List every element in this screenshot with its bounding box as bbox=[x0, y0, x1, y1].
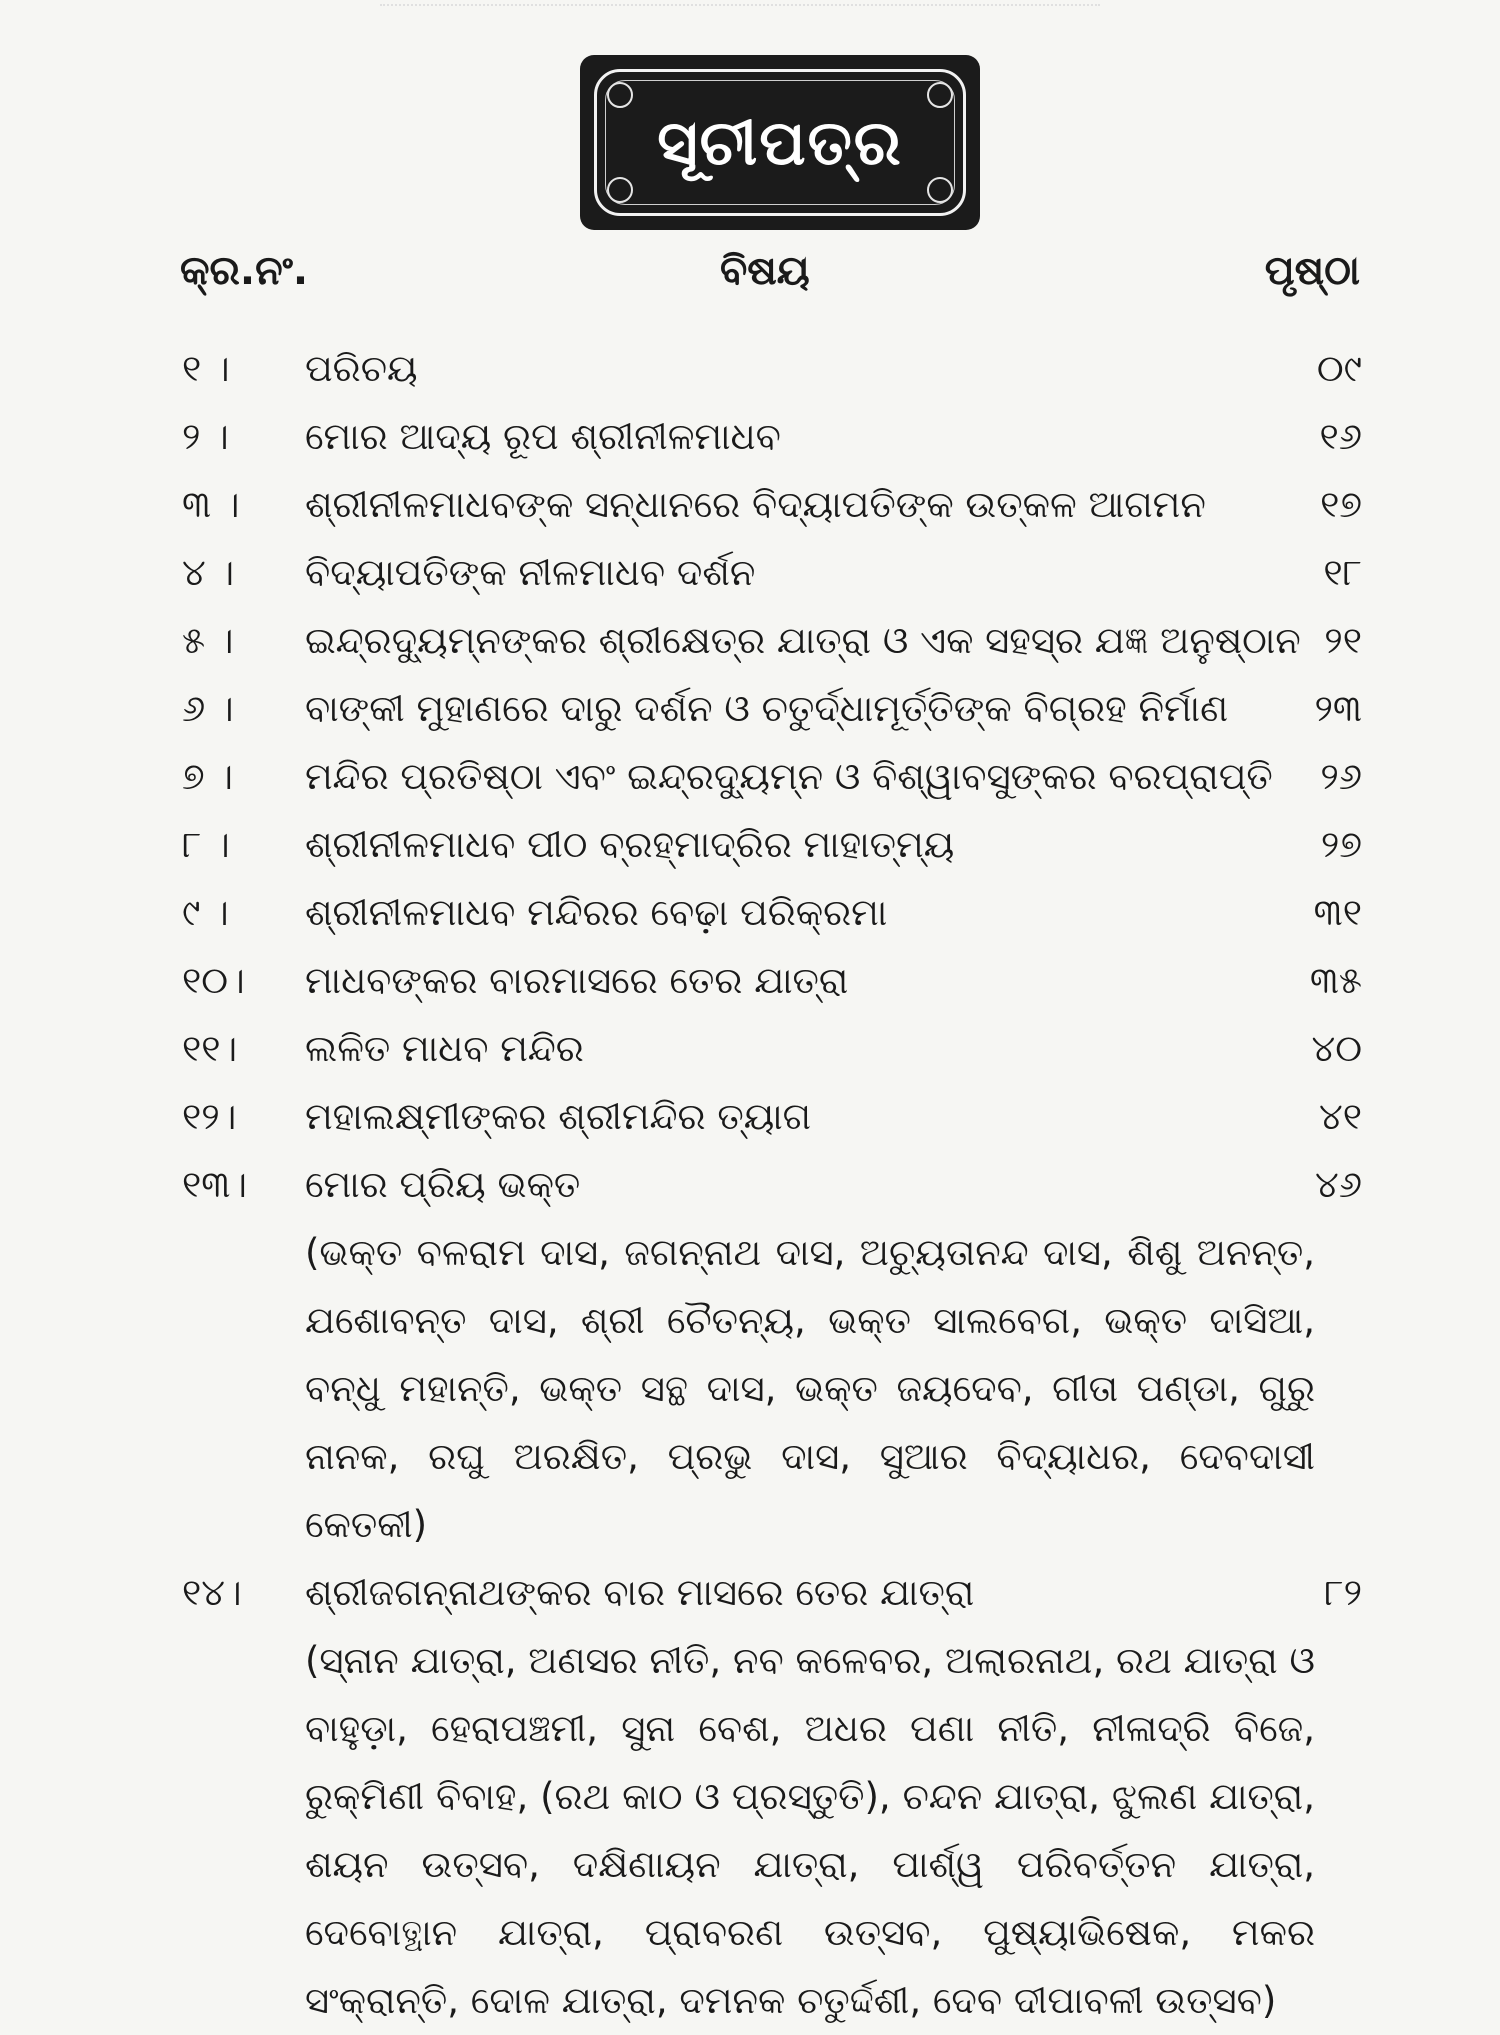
toc-serial: ୩ । bbox=[182, 483, 240, 526]
toc-title: ମାଧବଙ୍କର ବାରମାସରେ ତେର ଯାତ୍ରା bbox=[305, 959, 849, 1002]
toc-subtopics: (ଭକ୍ତ ବଳରାମ ଦାସ, ଜଗନ୍ନାଥ ଦାସ, ଅଚ୍ୟୁତାନନ୍ଦ ଦାସ, ଶିଶୁ ଅନନ୍ତ, ଯଶୋବନ୍ତ ଦାସ, ଶ୍ରୀ ଚୈତନ୍ୟ, ଭକ୍ତ ସାଲବେଗ, ଭକ୍ତ ଦାସିଆ, ବନ୍ଧୁ ମହାନ୍ତି, ଭକ୍ତ ସନ୍ଥ ଦାସ, ଭକ୍ତ ଜୟଦେବ, ଗୀତା ପଣ୍ଡା, ଗୁରୁ ନାନକ, ରଘୁ ଅରକ୍ଷିତ, ପ୍ରଭୁ ଦାସ, ସୁଆର ବିଦ୍ୟାଧର, ଦେବଦାସୀ କେତକୀ) bbox=[305, 1231, 1315, 1546]
toc-title: ଲଳିତ ମାଧବ ମନ୍ଦିର bbox=[305, 1027, 584, 1070]
toc-page-number: ୪୦ bbox=[1311, 1027, 1362, 1070]
toc-row bbox=[0, 947, 1500, 1015]
toc-page-number: ୮୨ bbox=[1324, 1571, 1362, 1614]
toc-page-number: ୩୧ bbox=[1313, 891, 1362, 934]
toc-serial: ୬ । bbox=[182, 687, 234, 730]
toc-title: ଶ୍ରୀନୀଳମାଧବଙ୍କ ସନ୍ଧାନରେ ବିଦ୍ୟାପତିଙ୍କ ଉତ୍କଳ ଆଗମନ bbox=[305, 483, 1206, 526]
ornament-icon bbox=[607, 177, 633, 203]
toc-page-number: ୨୧ bbox=[1324, 619, 1362, 662]
toc-row bbox=[0, 1083, 1500, 1151]
toc-page-number: ୪୬ bbox=[1315, 1163, 1362, 1206]
ornament-icon bbox=[927, 177, 953, 203]
toc-title: ଶ୍ରୀଜଗନ୍ନାଥଙ୍କର ବାର ମାସରେ ତେର ଯାତ୍ରା bbox=[305, 1571, 975, 1614]
toc-row bbox=[0, 403, 1500, 471]
toc-serial: ୨ । bbox=[182, 415, 229, 458]
toc-row bbox=[0, 1151, 1500, 1219]
toc-title: ମୋର ଆଦ୍ୟ ରୂପ ଶ୍ରୀନୀଳମାଧବ bbox=[305, 415, 781, 458]
toc-title: ବିଦ୍ୟାପତିଙ୍କ ନୀଳମାଧବ ଦର୍ଶନ bbox=[305, 551, 756, 594]
toc-row bbox=[0, 1559, 1500, 1627]
toc-serial: ୯ । bbox=[182, 891, 229, 934]
toc-serial: ୮ । bbox=[182, 823, 230, 866]
toc-page-number: ୧୭ bbox=[1320, 483, 1362, 526]
toc-serial: ୭ । bbox=[182, 755, 234, 798]
toc-page-number: ୧୮ bbox=[1323, 551, 1362, 594]
toc-serial: ୧୩। bbox=[182, 1163, 248, 1206]
toc-serial: ୧୧। bbox=[182, 1027, 238, 1070]
top-edge-mark bbox=[380, 4, 1100, 16]
toc-page-number: ୪୧ bbox=[1319, 1095, 1362, 1138]
serial-header: କ୍ର.ନଂ. bbox=[180, 248, 309, 294]
toc-serial: ୧ । bbox=[182, 347, 230, 390]
toc-title: ବାଙ୍କୀ ମୁହାଣରେ ଦାରୁ ଦର୍ଶନ ଓ ଚତୁର୍ଦ୍ଧାମୂର୍ତ୍ତିଙ୍କ ବିଗ୍ରହ ନିର୍ମାଣ bbox=[305, 687, 1229, 730]
subject-header: ବିଷୟ bbox=[720, 248, 810, 294]
toc-row bbox=[0, 539, 1500, 607]
toc-header bbox=[0, 248, 1500, 318]
toc-title: ପରିଚୟ bbox=[305, 347, 418, 390]
ornament-icon bbox=[607, 82, 633, 108]
toc-title: ମନ୍ଦିର ପ୍ରତିଷ୍ଠା ଏବଂ ଇନ୍ଦ୍ରଦ୍ୟୁମ୍ନ ଓ ବିଶ୍ୱାବସୁଙ୍କର ବରପ୍ରାପ୍ତି bbox=[305, 755, 1273, 798]
toc-page-number: ୩୫ bbox=[1309, 959, 1362, 1002]
toc-title: ମୋର ପ୍ରିୟ ଭକ୍ତ bbox=[305, 1163, 581, 1206]
toc-serial: ୧୦। bbox=[182, 959, 245, 1002]
toc-row bbox=[0, 335, 1500, 403]
toc-title: ଶ୍ରୀନୀଳମାଧବ ପୀଠ ବ୍ରହ୍ମାଦ୍ରିର ମାହାତ୍ମ୍ୟ bbox=[305, 823, 955, 866]
toc-row bbox=[0, 811, 1500, 879]
ornament-icon bbox=[927, 82, 953, 108]
toc-page-number: ୨୭ bbox=[1320, 823, 1362, 866]
toc-row bbox=[0, 675, 1500, 743]
toc-serial: ୧୪। bbox=[182, 1571, 242, 1614]
toc-page-number: ୨୩ bbox=[1314, 687, 1362, 730]
toc-subtopics: (ସ୍ନାନ ଯାତ୍ରା, ଅଣସର ନୀତି, ନବ କଳେବର, ଅଲାରନାଥ, ରଥ ଯାତ୍ରା ଓ ବାହୁଡ଼ା, ହେରାପଞ୍ଚମୀ, ସୁନା ବେଶ, ଅଧର ପଣା ନୀତି, ନୀଳାଦ୍ରି ବିଜେ, ରୁକ୍ମିଣୀ ବିବାହ, (ରଥ କାଠ ଓ ପ୍ରସ୍ତୁତି), ଚନ୍ଦନ ଯାତ୍ରା, ଝୁଲଣ ଯାତ୍ରା, ଶୟନ ଉତ୍ସବ, ଦକ୍ଷିଣାୟନ ଯାତ୍ରା, ପାର୍ଶ୍ୱ ପରିବର୍ତ୍ତନ ଯାତ୍ରା, ଦେବୋତ୍ଥାନ ଯାତ୍ରା, ପ୍ରାବରଣ ଉତ୍ସବ, ପୁଷ୍ୟାଭିଷେକ, ମକର ସଂକ୍ରାନ୍ତି, ଦୋଳ ଯାତ୍ରା, ଦମନକ ଚତୁର୍ଦ୍ଦଶୀ, ଦେବ ଦୀପାବଳୀ ଉତ୍ସବ) bbox=[305, 1639, 1315, 2022]
toc-page-number: ୨୬ bbox=[1320, 755, 1362, 798]
toc-title: ଇନ୍ଦ୍ରଦ୍ୟୁମ୍ନଙ୍କର ଶ୍ରୀକ୍ଷେତ୍ର ଯାତ୍ରା ଓ ଏକ ସହସ୍ର ଯଜ୍ଞ ଅନୁଷ୍ଠାନ bbox=[305, 619, 1301, 662]
toc-page-number: ୦୯ bbox=[1316, 347, 1362, 390]
title-badge bbox=[580, 55, 980, 230]
page-header: ପୃଷ୍ଠା bbox=[1264, 248, 1360, 294]
toc-serial: ୪ । bbox=[182, 551, 235, 594]
toc-row bbox=[0, 879, 1500, 947]
toc-serial: ୧୨। bbox=[182, 1095, 237, 1138]
toc-row bbox=[0, 743, 1500, 811]
toc-serial: ୫ । bbox=[182, 619, 234, 662]
toc-row bbox=[0, 607, 1500, 675]
toc-page-number: ୧୬ bbox=[1319, 415, 1362, 458]
toc-row bbox=[0, 471, 1500, 539]
table-of-contents bbox=[0, 335, 1500, 2035]
toc-title: ଶ୍ରୀନୀଳମାଧବ ମନ୍ଦିରର ବେଢ଼ା ପରିକ୍ରମା bbox=[305, 891, 888, 934]
title-frame bbox=[594, 69, 966, 216]
toc-row bbox=[0, 1015, 1500, 1083]
page-title: ସୂଚୀପତ୍ର bbox=[657, 105, 903, 179]
toc-title: ମହାଲକ୍ଷ୍ମୀଙ୍କର ଶ୍ରୀମନ୍ଦିର ତ୍ୟାଗ bbox=[305, 1095, 812, 1138]
